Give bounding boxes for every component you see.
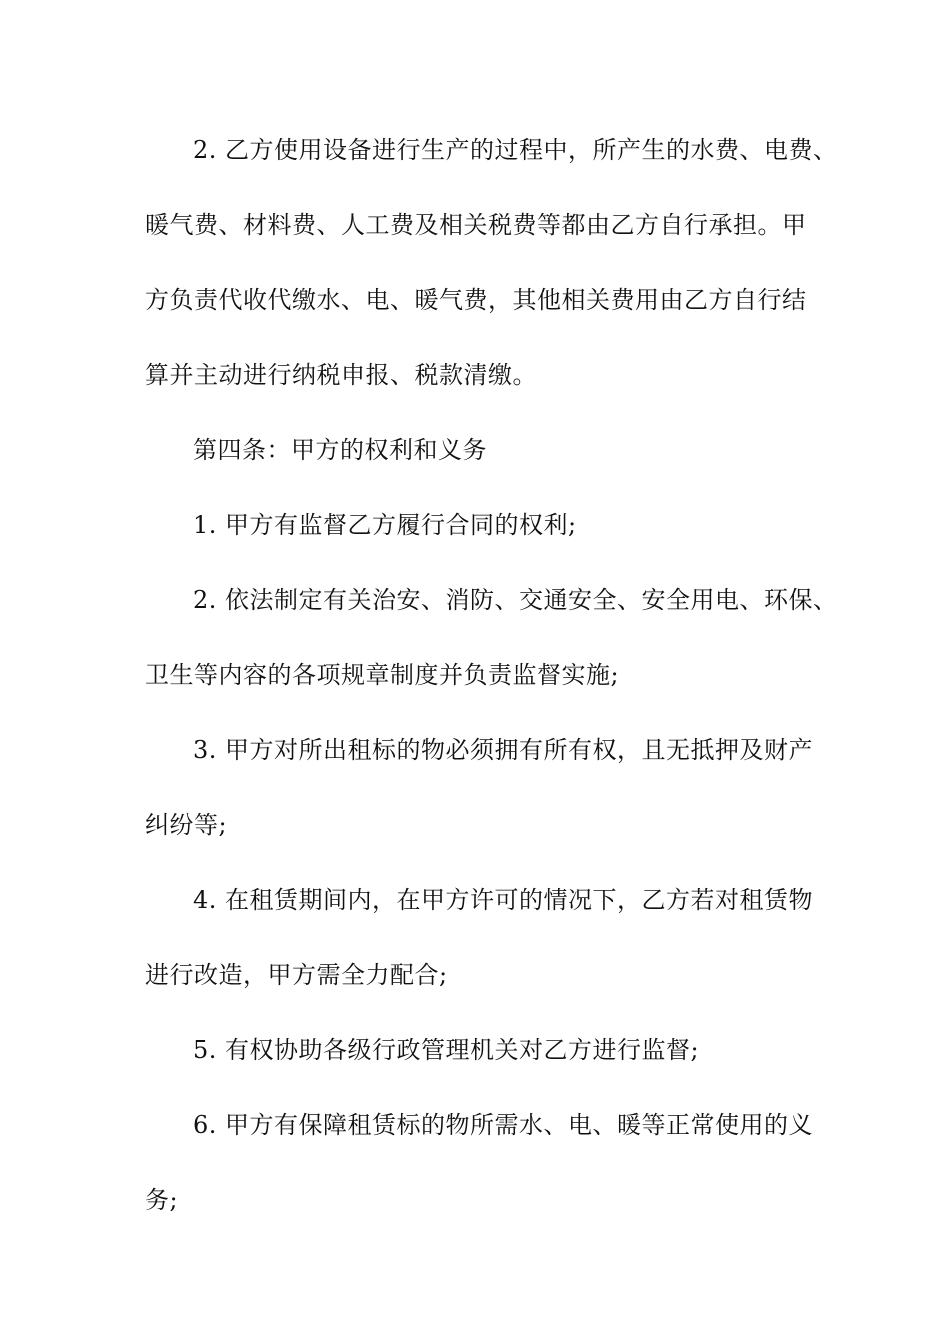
list-item: 1. 甲方有监督乙方履行合同的权利; [193,511,577,539]
list-item-continuation: 纠纷等; [145,811,228,839]
list-item: 2. 依法制定有关治安、消防、交通安全、安全用电、环保、 [193,586,838,614]
section-heading: 第四条：甲方的权利和义务 [193,436,487,464]
list-item-continuation: 卫生等内容的各项规章制度并负责监督实施; [145,661,620,689]
paragraph-line: 方负责代收代缴水、电、暖气费，其他相关费用由乙方自行结 [145,286,807,314]
list-item-continuation: 务; [145,1186,179,1214]
list-item: 6. 甲方有保障租赁标的物所需水、电、暖等正常使用的义 [193,1111,814,1139]
list-item: 5. 有权协助各级行政管理机关对乙方进行监督; [193,1036,700,1064]
paragraph-line: 算并主动进行纳税申报、税款清缴。 [145,361,537,389]
paragraph-line: 2. 乙方使用设备进行生产的过程中，所产生的水费、电费、 [193,136,838,164]
list-item: 4. 在租赁期间内，在甲方许可的情况下，乙方若对租赁物 [193,886,814,914]
list-item: 3. 甲方对所出租标的物必须拥有所有权，且无抵押及财产 [193,736,814,764]
list-item-continuation: 进行改造，甲方需全力配合; [145,961,448,989]
paragraph-line: 暖气费、材料费、人工费及相关税费等都由乙方自行承担。甲 [145,211,807,239]
